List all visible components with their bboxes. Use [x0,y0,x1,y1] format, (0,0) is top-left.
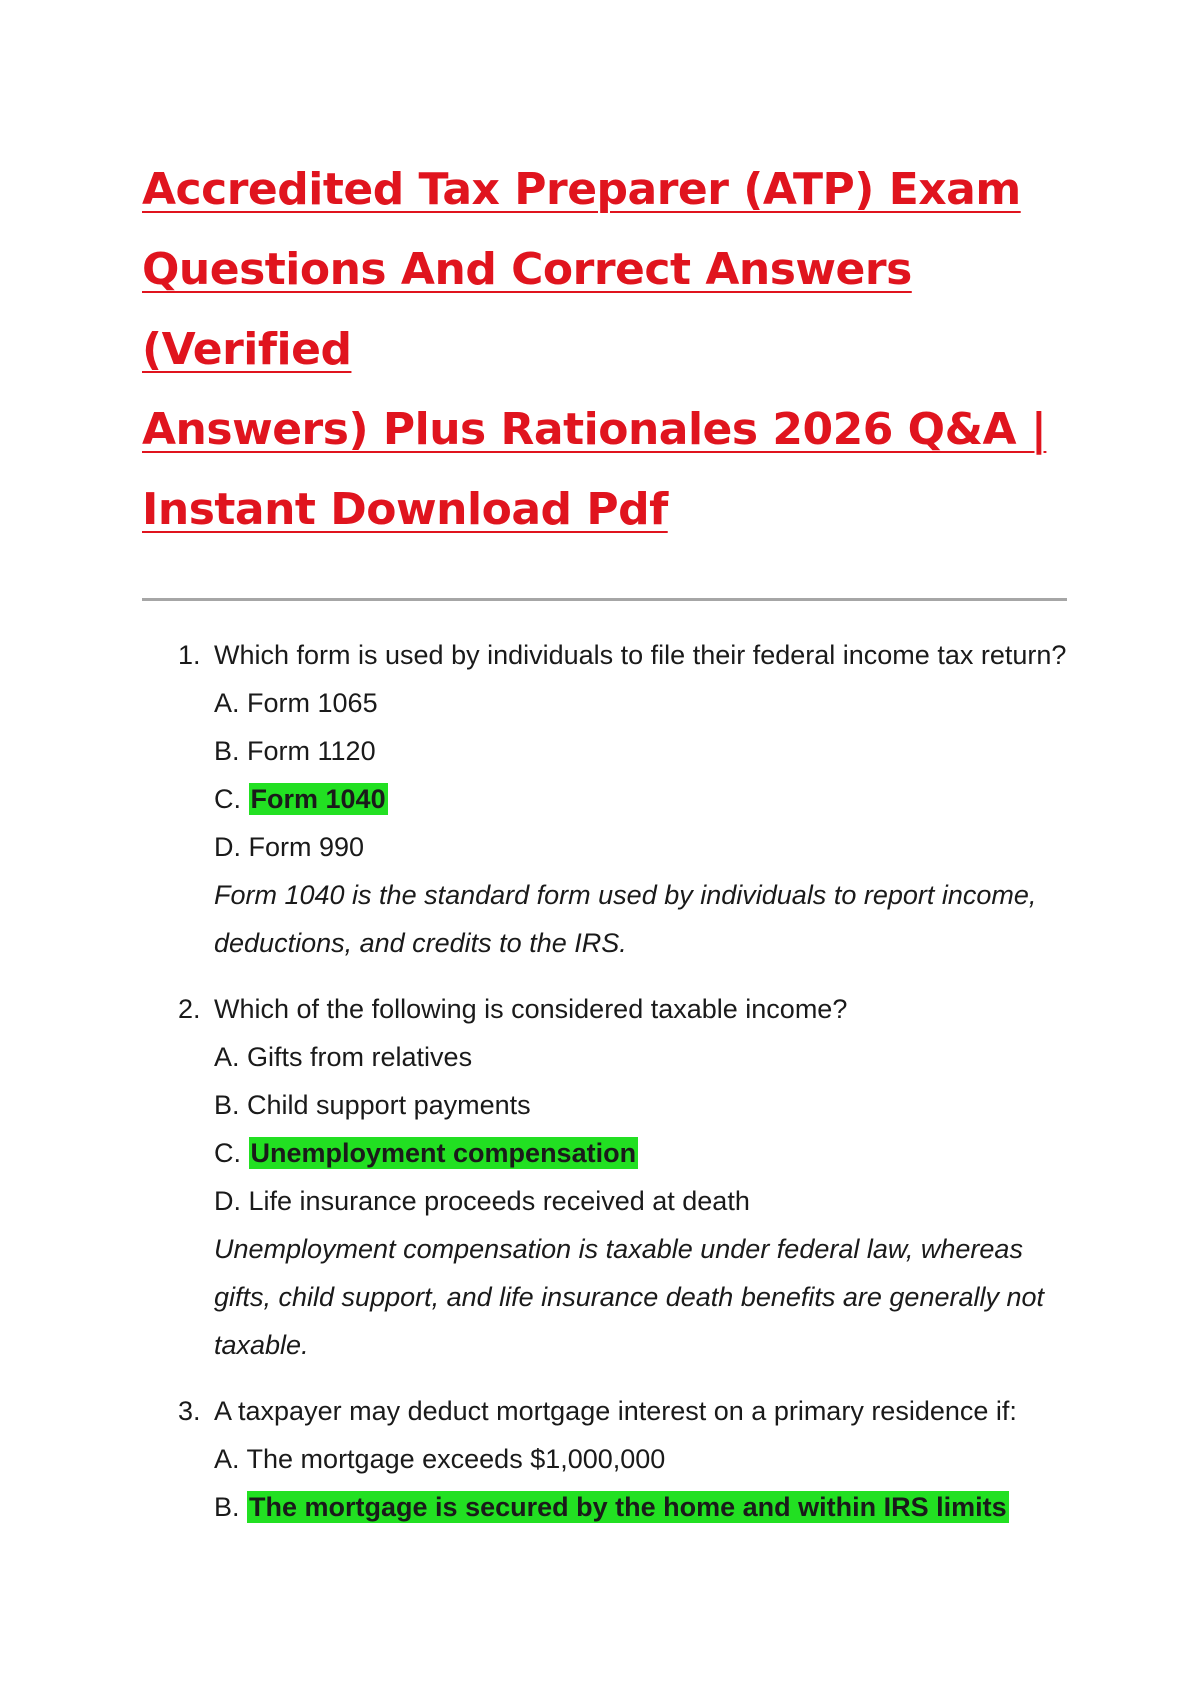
option-letter: A. [214,688,240,718]
answer-option [214,1129,1060,1177]
question-item [142,1387,1060,1531]
answer-option [214,1483,1060,1531]
correct-answer-highlight: The mortgage is secured by the home and within IRS limits [249,1492,1007,1522]
title-line-1: Accredited Tax Preparer (ATP) Exam [142,164,1021,215]
option-list [214,679,1060,871]
question-item [142,985,1060,1369]
option-letter: D. [214,832,241,862]
question-text: Which of the following is considered taxable income? [214,994,848,1024]
correct-answer-highlight: Unemployment compensation [250,1138,637,1168]
title-line-3: Answers) Plus Rationales 2026 Q&A | [142,404,1047,455]
question-text: A taxpayer may deduct mortgage interest on a primary residence if: [214,1396,1017,1426]
title-line-4: Instant Download Pdf [142,484,668,535]
option-list [214,1435,1060,1531]
title-line-2: Questions And Correct Answers (Verified [142,244,912,375]
option-text: Child support payments [247,1090,531,1120]
option-text: Gifts from relatives [247,1042,473,1072]
option-letter: A. [214,1042,240,1072]
document-title [142,150,1060,550]
option-letter: C. [214,784,241,814]
question-text: Which form is used by individuals to file their federal income tax return? [214,640,1067,670]
option-text: Form 1120 [247,736,376,766]
answer-option [214,823,1060,871]
question-item [142,631,1067,967]
option-letter: B. [214,1492,240,1522]
horizontal-rule [142,598,1067,601]
option-text: Form 1065 [247,688,378,718]
answer-option [214,679,1060,727]
question-number: 3. [178,1396,201,1426]
question-number: 1. [178,640,201,670]
answer-option [214,1435,1060,1483]
rationale-text: Form 1040 is the standard form used by individuals to report income, deductions, and credits to the IRS. [214,880,1037,958]
answer-option [214,775,1060,823]
option-text: Form 990 [248,832,365,862]
answer-option [214,1081,1060,1129]
option-letter: B. [214,1090,240,1120]
option-letter: C. [214,1138,241,1168]
question-list [142,631,1067,1531]
question-number: 2. [178,994,201,1024]
option-letter: B. [214,736,240,766]
answer-option [214,1033,1060,1081]
option-text: Life insurance proceeds received at death [248,1186,750,1216]
option-text: The mortgage exceeds $1,000,000 [246,1444,666,1474]
correct-answer-highlight: Form 1040 [250,784,386,814]
option-letter: A. [214,1444,240,1474]
option-letter: D. [214,1186,241,1216]
answer-option [214,1177,1060,1225]
rationale-text: Unemployment compensation is taxable under federal law, whereas gifts, child support, and life insurance death benefits are generally not taxable. [214,1234,1045,1360]
answer-option [214,727,1060,775]
option-list [214,1033,1060,1225]
